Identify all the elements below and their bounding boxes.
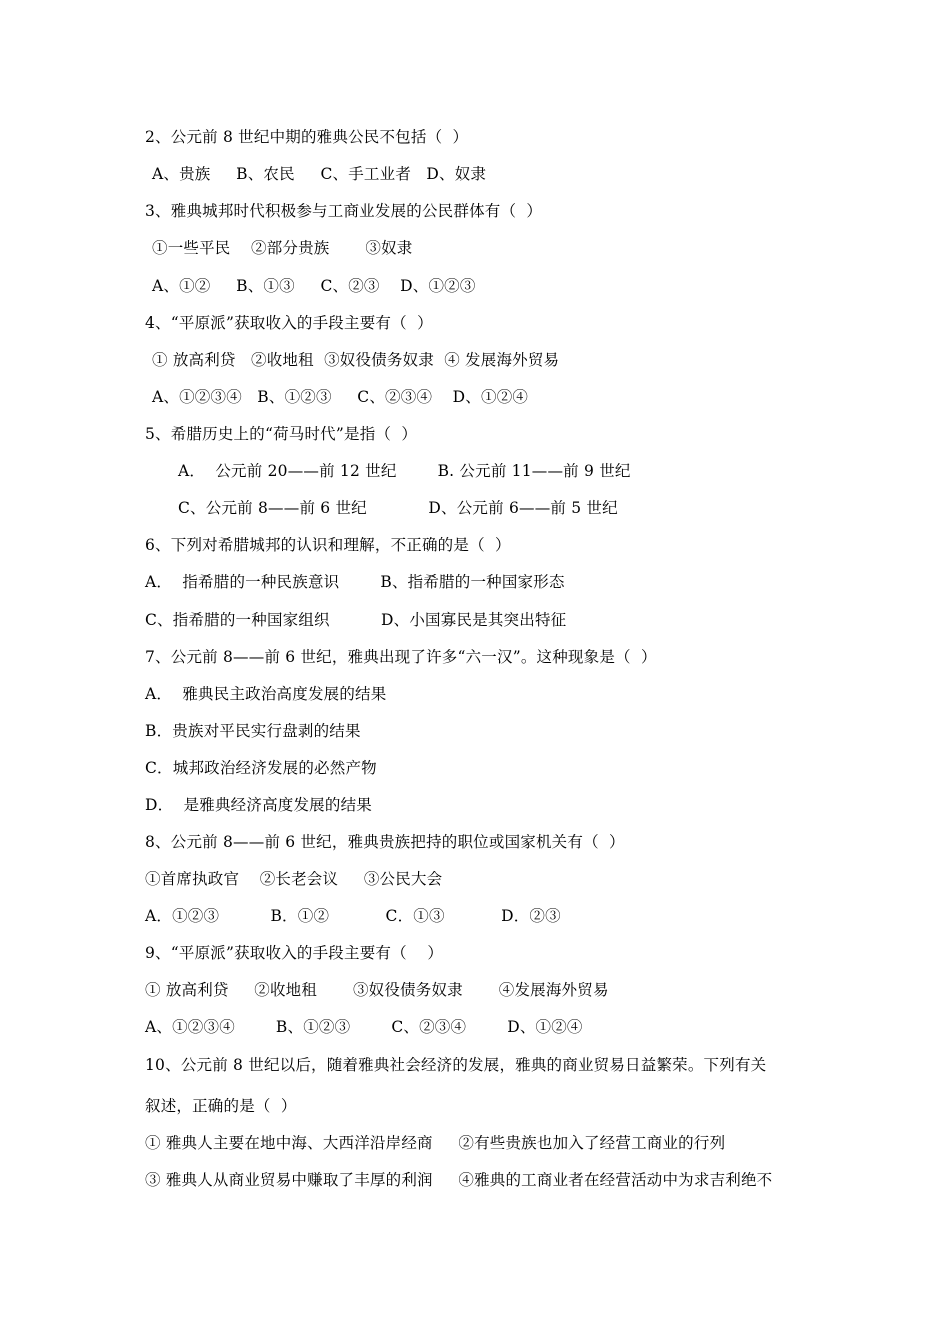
question-8-options: A．①②③ B．①② C．①③ D．②③ [145,907,561,925]
question-5-options-row2: C、公元前 8——前 6 世纪 D、公元前 6——前 5 世纪 [178,499,618,517]
question-3-stem: 3、雅典城邦时代积极参与工商业发展的公民群体有（ ） [145,202,543,220]
question-6-options-row1: A． 指希腊的一种民族意识 B、指希腊的一种国家形态 [145,573,565,591]
question-9-stem: 9、“平原派”获取收入的手段主要有（ ） [145,944,444,962]
question-10-items-line2: ③ 雅典人从商业贸易中赚取了丰厚的利润 ④雅典的工商业者在经营活动中为求吉利绝不 [145,1171,773,1189]
question-10-stem-line2: 叙述，正确的是（ ） [145,1097,297,1115]
question-6-stem: 6、下列对希腊城邦的认识和理解，不正确的是（ ） [145,536,511,554]
question-5-options-row1: A． 公元前 20——前 12 世纪 B. 公元前 11——前 9 世纪 [178,462,631,480]
question-8-stem: 8、公元前 8——前 6 世纪，雅典贵族把持的职位或国家机关有（ ） [145,833,625,851]
question-7-option-d: D． 是雅典经济高度发展的结果 [145,796,372,814]
question-10-items-line1: ① 雅典人主要在地中海、大西洋沿岸经商 ②有些贵族也加入了经营工商业的行列 [145,1134,726,1152]
question-9-options: A、①②③④ B、①②③ C、②③④ D、①②④ [145,1018,583,1036]
question-6-options-row2: C、指希腊的一种国家组织 D、小国寡民是其突出特征 [145,611,567,629]
question-10-stem-line1: 10、公元前 8 世纪以后，随着雅典社会经济的发展，雅典的商业贸易日益繁荣。下列有关 [145,1056,767,1074]
question-7-stem: 7、公元前 8——前 6 世纪，雅典出现了许多“六一汉”。这种现象是（ ） [145,648,657,666]
question-4-options: A、①②③④ B、①②③ C、②③④ D、①②④ [152,388,529,406]
question-3-options: A、①② B、①③ C、②③ D、①②③ [152,277,476,295]
question-7-option-b: B．贵族对平民实行盘剥的结果 [145,722,361,740]
question-2-stem: 2、公元前 8 世纪中期的雅典公民不包括（ ） [145,128,469,146]
question-7-option-a: A． 雅典民主政治高度发展的结果 [145,685,387,703]
question-4-stem: 4、“平原派”获取收入的手段主要有（ ） [145,314,433,332]
question-3-items: ①一些平民 ②部分贵族 ③奴隶 [152,239,413,257]
question-7-option-c: C．城邦政治经济发展的必然产物 [145,759,377,777]
question-9-items: ① 放高利贷 ②收地租 ③奴役债务奴隶 ④发展海外贸易 [145,981,609,999]
question-8-items: ①首席执政官 ②长老会议 ③公民大会 [145,870,443,888]
question-5-stem: 5、希腊历史上的“荷马时代”是指（ ） [145,425,418,443]
question-4-items: ① 放高利贷 ②收地租 ③奴役债务奴隶 ④ 发展海外贸易 [152,351,560,369]
question-2-options: A、贵族 B、农民 C、手工业者 D、奴隶 [152,165,487,183]
